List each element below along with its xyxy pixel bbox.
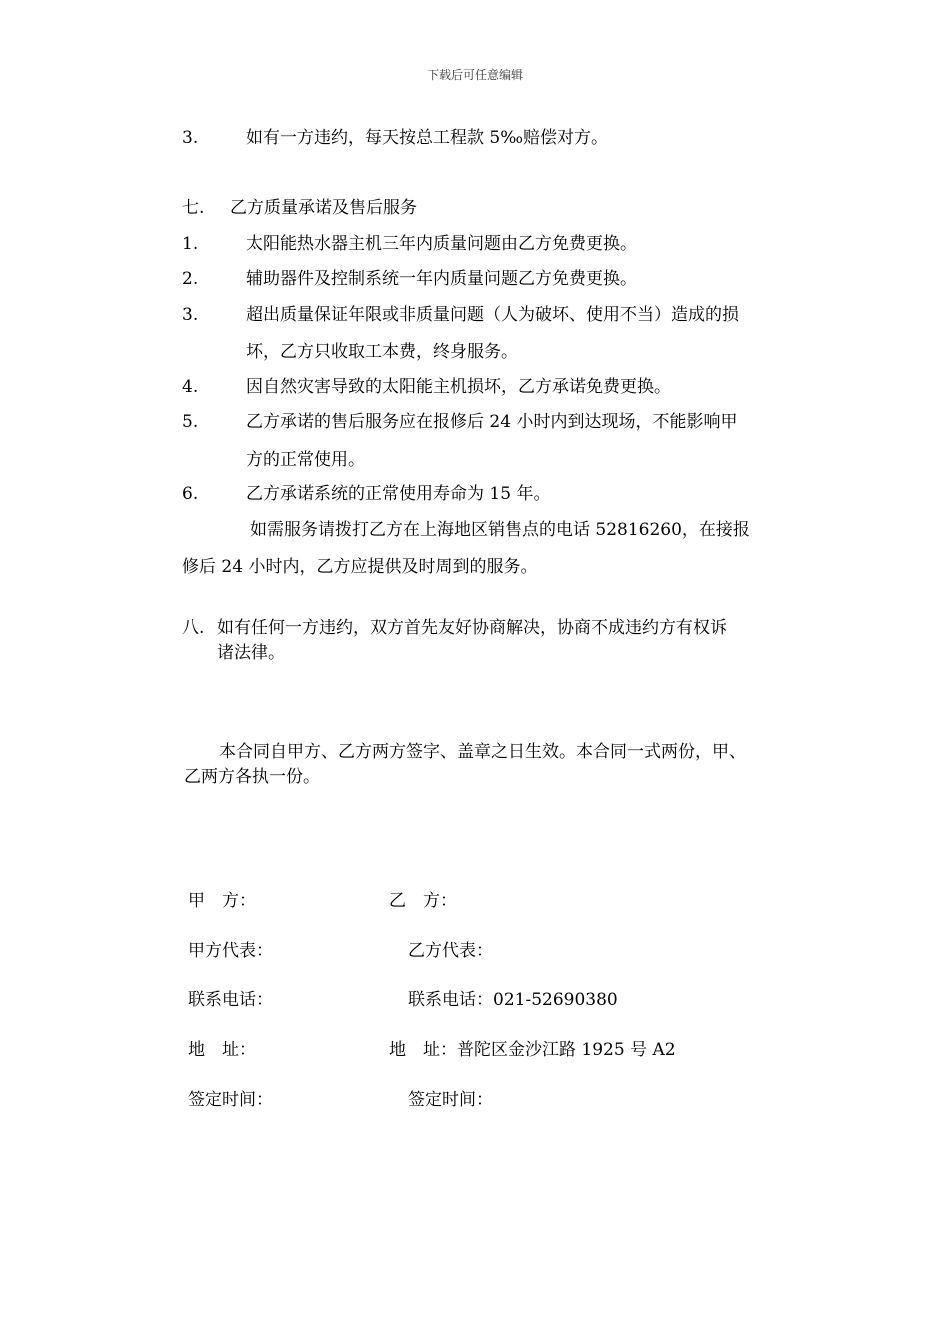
- clause-text: 乙方承诺系统的正常使用寿命为 15 年。: [246, 484, 551, 504]
- party-a-label: 甲 方：: [188, 891, 256, 911]
- effective-clause-line2: 乙两方各执一份。: [184, 767, 320, 787]
- clause-number: 6.: [182, 484, 199, 504]
- clause-number: 5.: [182, 412, 199, 432]
- clause-text-line1: 超出质量保证年限或非质量问题（人为破坏、使用不当）造成的损: [246, 305, 739, 325]
- clause-text: 辅助器件及控制系统一年内质量问题乙方免费更换。: [246, 269, 637, 289]
- service-contact-line2: 修后 24 小时内，乙方应提供及时周到的服务。: [182, 557, 538, 577]
- clause-text: 如有一方违约，每天按总工程款 5‰赔偿对方。: [246, 128, 609, 148]
- phone-b-value: 联系电话：021-52690380: [408, 990, 618, 1010]
- address-b-value: 地 址：普陀区金沙江路 1925 号 A2: [389, 1040, 676, 1060]
- section-title: 乙方质量承诺及售后服务: [230, 198, 417, 218]
- party-b-label: 乙 方：: [389, 891, 457, 911]
- date-b-label: 签定时间：: [408, 1090, 493, 1110]
- clause-7-5-cont: 方的正常使用。: [246, 450, 365, 470]
- clause-number: 1.: [182, 234, 199, 254]
- clause-text-line1: 乙方承诺的售后服务应在报修后 24 小时内到达现场，不能影响甲: [246, 412, 738, 432]
- clause-number: 4.: [182, 377, 199, 397]
- effective-clause-line1: 本合同自甲方、乙方两方签字、盖章之日生效。本合同一式两份，甲、: [219, 742, 746, 762]
- section-number: 七.: [182, 198, 205, 218]
- date-a-label: 签定时间：: [188, 1090, 273, 1110]
- clause-number: 3.: [182, 128, 199, 148]
- rep-a-label: 甲方代表：: [188, 941, 273, 961]
- section-text-line1: 如有任何一方违约，双方首先友好协商解决，协商不成违约方有权诉: [217, 618, 727, 638]
- section-8-cont: 诸法律。: [217, 643, 285, 663]
- rep-b-label: 乙方代表：: [408, 941, 493, 961]
- clause-7-3-cont: 坏，乙方只收取工本费，终身服务。: [246, 342, 518, 362]
- service-contact-line1: 如需服务请拨打乙方在上海地区销售点的电话 52816260，在接报: [250, 520, 750, 540]
- section-number: 八.: [182, 618, 205, 638]
- phone-a-label: 联系电话：: [188, 990, 273, 1010]
- clause-number: 3.: [182, 305, 199, 325]
- page-header: 下载后可任意编辑: [426, 68, 523, 82]
- clause-text: 因自然灾害导致的太阳能主机损坏，乙方承诺免费更换。: [246, 377, 671, 397]
- address-a-label: 地 址：: [188, 1040, 256, 1060]
- clause-text: 太阳能热水器主机三年内质量问题由乙方免费更换。: [246, 234, 637, 254]
- clause-number: 2.: [182, 269, 199, 289]
